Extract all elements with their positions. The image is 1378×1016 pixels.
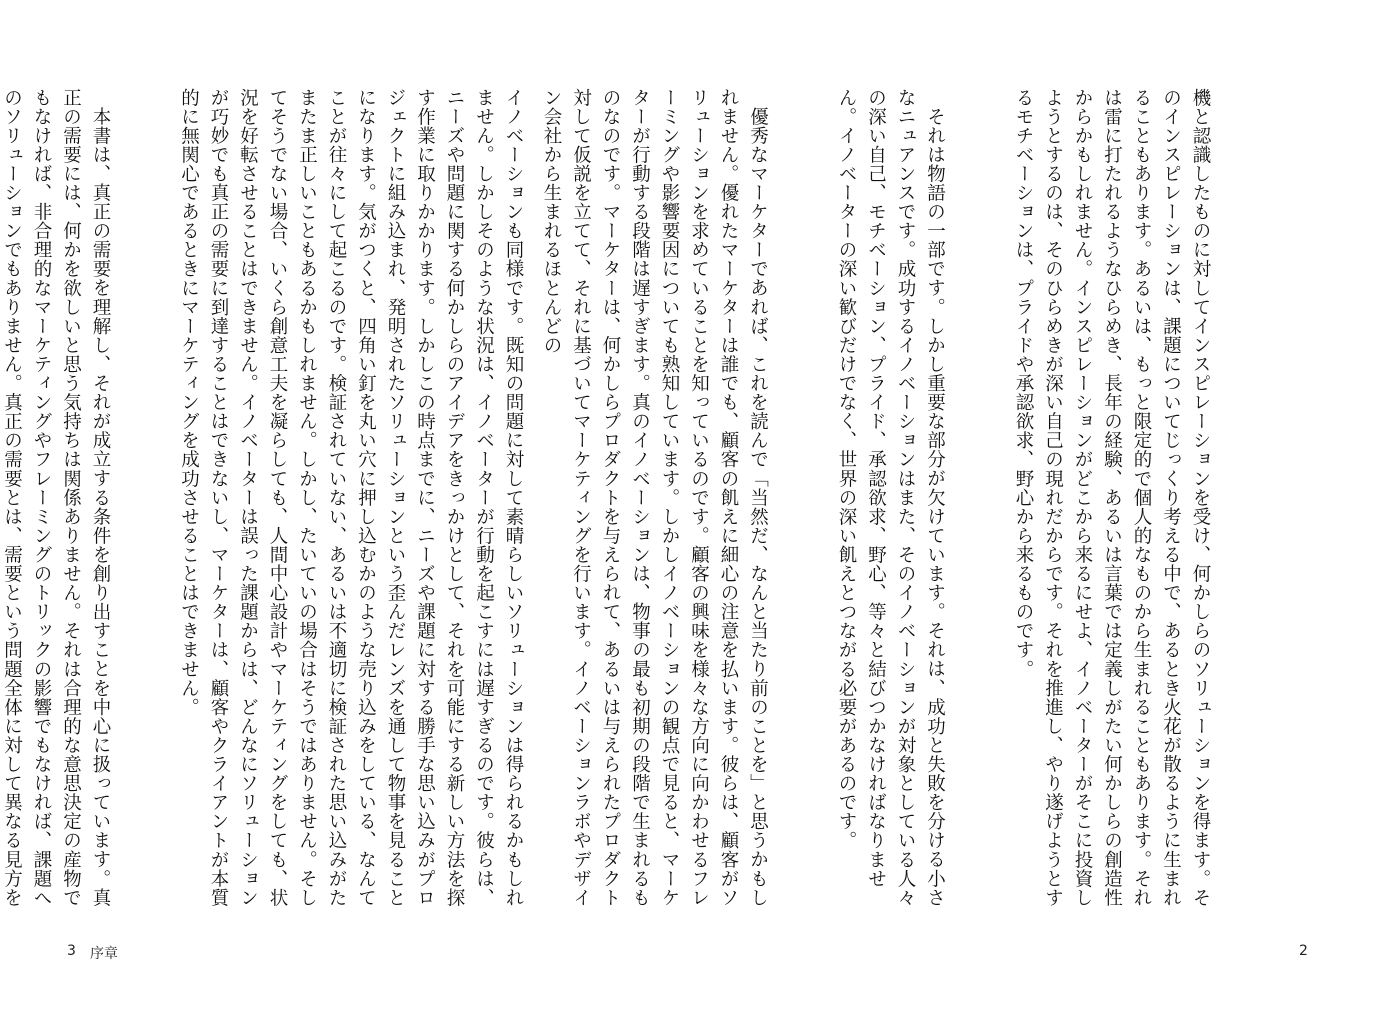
paragraph: イノベーションも同様です。既知の問題に対して素晴らしいソリューションは得られるかもしれません。しかしそのような状況は、イノベーターが行動を起こすには遅すぎるのです。彼らは、ニーズや問題に関する何かしらのアイデアをきっかけとして、それを可能にする新しい方法を探す作業に取りかかります。しかしこの時点までに、ニーズや課題に対する勝手な思い込みがプロジェクトに組み込まれ、発明されたソリューションという歪んだレンズを通して物事を見ることになります。気がつくと、四角い釘を丸い穴に押し込むかのような売り込みをしている、なんてことが往々にして起こるのです。検証されていない、あるいは不適切に検証された思い込みがたまたま正しいこともあるかもしれません。しかし、たいていの場合はそうではありません。そしてそうでない場合、いくら創意工夫を凝らしても、人間中心設計やマーケティングをしても、状況を好転させることはできません。イノベーターは誤った課題からは、どんなにソリューションが巧妙でも真正の需要に到達することはできないし、マーケターは、顧客やクライアントが本質的に無関心であるときにマーケティングを成功させることはできません。: [178, 88, 524, 908]
paragraph: それは物語の一部です。しかし重要な部分が欠けています。それは、成功と失敗を分ける小さなニュアンスです。成功するイノベーションはまた、そのイノベーションが対象としている人々の深い自己、モチベーション、プライド、承認欲求、野心、等々と結びつかなければなりません。イノベーターの深い歓びだけでなく、世界の深い飢えとつながる必要があるのです。: [836, 88, 946, 908]
page-number: 2: [1299, 943, 1308, 959]
paragraph: 本書は、真正の需要を理解し、それが成立する条件を創り出すことを中心に扱っています。真正の需要には、何かを欲しいと思う気持ちは関係ありません。それは合理的な意思決定の産物でもなければ、非合理的なマーケティングやフレーミングのトリックの影響でもなければ、課題へのソリューションでもありません。真正の需要とは、需要という問題全体に対して異なる見方を: [1, 88, 111, 908]
paragraph: 機と認識したものに対してインスピレーションを受け、何かしらのソリューションを得ます。そのインスピレーションは、課題についてじっくり考える中で、あるとき火花が散るように生まれることもあります。あるいは、もっと限定的で個人的なものから生まれることもあります。それは雷に打たれるようなひらめき、長年の経験、あるいは言葉では定義しがたい何かしらの創造性からかもしれません。インスピレーションがどこから来るにせよ、イノベーターがそこに投資しようとするのは、そのひらめきが深い自己の現れだからです。それを推進し、やり遂げようとするモチベーションは、プライドや承認欲求、野心から来るものです。: [1013, 88, 1211, 908]
running-head: 序章: [90, 946, 118, 962]
page-number: 3: [67, 943, 76, 959]
paragraph: 優秀なマーケターであれば、これを読んで「当然だ、なんと当たり前のことを」と思うかもしれません。優れたマーケターは誰でも、顧客の飢えに細心の注意を払います。彼らは、顧客がソリューションを求めていることを知っているのです。顧客の興味を様々な方向に向かわせるフレーミングや影響要因についても熟知しています。しかしイノベーションの観点で見ると、マーケターが行動する段階は遅すぎます。真のイノベーションは、物事の最も初期の段階で生まれるものなのです。マーケターは、何かしらプロダクトを与えられて、あるいは与えられたプロダクト対して仮説を立てて、それに基づいてマーケティングを行います。イノベーションラボやデザイン会社から生まれるほとんどの: [541, 88, 769, 908]
right-page-body: [541, 88, 1274, 918]
right-page: [541, 0, 1378, 1016]
